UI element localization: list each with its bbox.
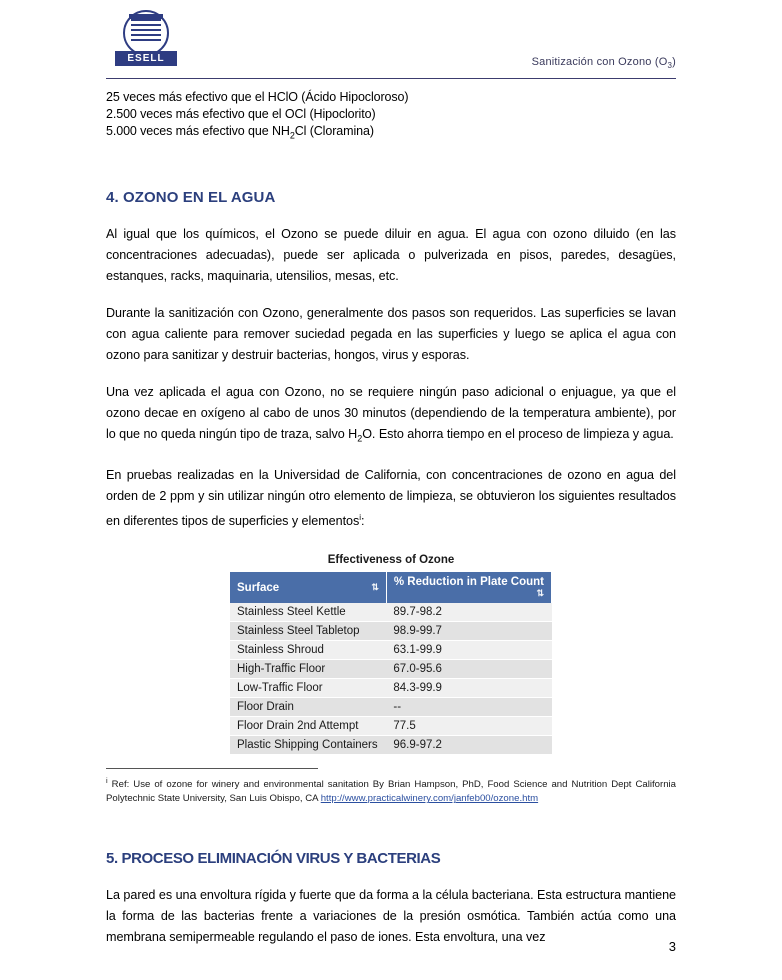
footnote-text: Ref: Use of ozone for winery and environmental sanitation By Brian Hampson, PhD, Food Science and Nutrition Dept California Polytechnic State University, San Luis Obispo, CA [106, 779, 676, 805]
cell-surface: Low-Traffic Floor [230, 679, 386, 698]
cell-surface: Stainless Steel Tabletop [230, 622, 386, 641]
section-4-paragraph-1: Al igual que los químicos, el Ozono se puede diluir en agua. El agua con ozono diluido (en las concentraciones adecuadas), puede ser aplicada o pulverizada en pisos, paredes, desagües, estanques, racks, maquinaria, utensilios, mesas, etc. [106, 226, 676, 283]
table-row [230, 679, 552, 698]
header-doc-title-text: Sanitización con Ozono (O [531, 56, 668, 68]
footnote-marker-inline: i [359, 513, 361, 523]
footnote-marker: i [106, 776, 108, 786]
column-header-reduction-label: % Reduction in Plate Count [393, 576, 544, 589]
header-doc-title-subscript: 3 [667, 61, 673, 71]
section-heading-5: 5. PROCESO ELIMINACIÓN VIRUS Y BACTERIAS [106, 850, 441, 868]
section-4-paragraph-3 [106, 382, 676, 450]
table-row [230, 622, 552, 641]
cell-reduction: 67.0-95.6 [386, 660, 551, 679]
logo-wordmark: ESELL [115, 51, 177, 66]
header-divider [106, 78, 676, 79]
table-row [230, 641, 552, 660]
intro-line-2: 2.500 veces más efectivo que el OCl (Hipoclorito) [106, 107, 376, 121]
column-header-reduction[interactable] [386, 572, 551, 603]
column-header-surface-label: Surface [237, 581, 280, 594]
table-row [230, 717, 552, 736]
section-4-paragraph-2: Durante la sanitización con Ozono, generalmente dos pasos son requeridos. Las superficies se lavan con agua caliente para remover suciedad pegada en las superficies y luego se aplica el agua con ozono para sanitizar y destruir bacterias, hongos, virus y esporas. [106, 305, 676, 362]
sort-icon[interactable]: ⇅ [371, 581, 379, 592]
footnote-block [106, 774, 676, 806]
header-doc-title-end: ) [672, 56, 676, 68]
header-doc-title [532, 56, 676, 70]
sort-icon[interactable]: ⇅ [536, 588, 544, 599]
table-row [230, 736, 552, 755]
column-header-surface[interactable] [230, 572, 386, 603]
section-4-paragraph-3b: O. Esto ahorra tiempo en el proceso de limpieza y agua. [362, 426, 674, 441]
cell-reduction: 63.1-99.9 [386, 641, 551, 660]
company-seal-icon [115, 10, 177, 66]
table-body [230, 603, 552, 755]
footnote-link[interactable]: http://www.practicalwinery.com/janfeb00/ozone.htm [320, 793, 539, 805]
footnote-divider [106, 768, 318, 769]
intro-line-3a: 5.000 veces más efectivo que NH [106, 124, 290, 138]
cell-reduction: 77.5 [386, 717, 551, 736]
logo-lines [131, 19, 161, 41]
cell-surface: Stainless Steel Kettle [230, 603, 386, 622]
section-heading-4: 4. OZONO EN EL AGUA [106, 188, 276, 206]
cell-reduction: 89.7-98.2 [386, 603, 551, 622]
intro-line-3 [106, 123, 676, 145]
section-5-paragraph-1: La pared es una envoltura rígida y fuerte que da forma a la célula bacteriana. Esta estructura mantiene la forma de las bacterias frente a variaciones de la presión osmótica. También actúa como una membrana semipermeable regulando el paso de iones. Esta envoltura, una vez [106, 888, 676, 945]
table-row [230, 698, 552, 717]
section-4-paragraph-4a: En pruebas realizadas en la Universidad de California, con concentraciones de ozono en agua del orden de 2 ppm y sin utilizar ningún otro elemento de limpieza, se obtuvieron los siguientes resultados en diferentes tipos de superficies y elementos [106, 468, 676, 529]
cell-reduction: 98.9-99.7 [386, 622, 551, 641]
table-header-row [230, 572, 552, 603]
cell-surface: Stainless Shroud [230, 641, 386, 660]
cell-reduction: 96.9-97.2 [386, 736, 551, 755]
water-formula-subscript: 2 [357, 433, 363, 444]
cell-surface: High-Traffic Floor [230, 660, 386, 679]
cell-surface: Floor Drain 2nd Attempt [230, 717, 386, 736]
table-row [230, 660, 552, 679]
cell-surface: Floor Drain [230, 698, 386, 717]
page-number: 3 [668, 939, 676, 954]
table-row [230, 603, 552, 622]
cell-surface: Plastic Shipping Containers [230, 736, 386, 755]
intro-line-3-subscript: 2 [289, 130, 295, 141]
effectiveness-table [230, 572, 552, 755]
cell-reduction: -- [386, 698, 551, 717]
section-4-paragraph-3a: Una vez aplicada el agua con Ozono, no se requiere ningún paso adicional o enjuague, ya que el ozono decae en oxígeno al cabo de unos 30 minutos (dependiendo de la temperatura ambiente), por lo que no queda ningún tipo de traza, salvo H [106, 384, 676, 441]
section-4-paragraph-4 [106, 465, 676, 532]
intro-block [106, 89, 676, 145]
page-header [106, 0, 676, 82]
intro-line-3b: Cl (Cloramina) [294, 124, 374, 138]
intro-line-1: 25 veces más efectivo que el HClO (Ácido Hipocloroso) [106, 90, 409, 104]
section-4-paragraph-4b: : [360, 514, 365, 529]
ozone-table-container [230, 554, 552, 755]
cell-reduction: 84.3-99.9 [386, 679, 551, 698]
table-title: Effectiveness of Ozone [327, 554, 455, 567]
